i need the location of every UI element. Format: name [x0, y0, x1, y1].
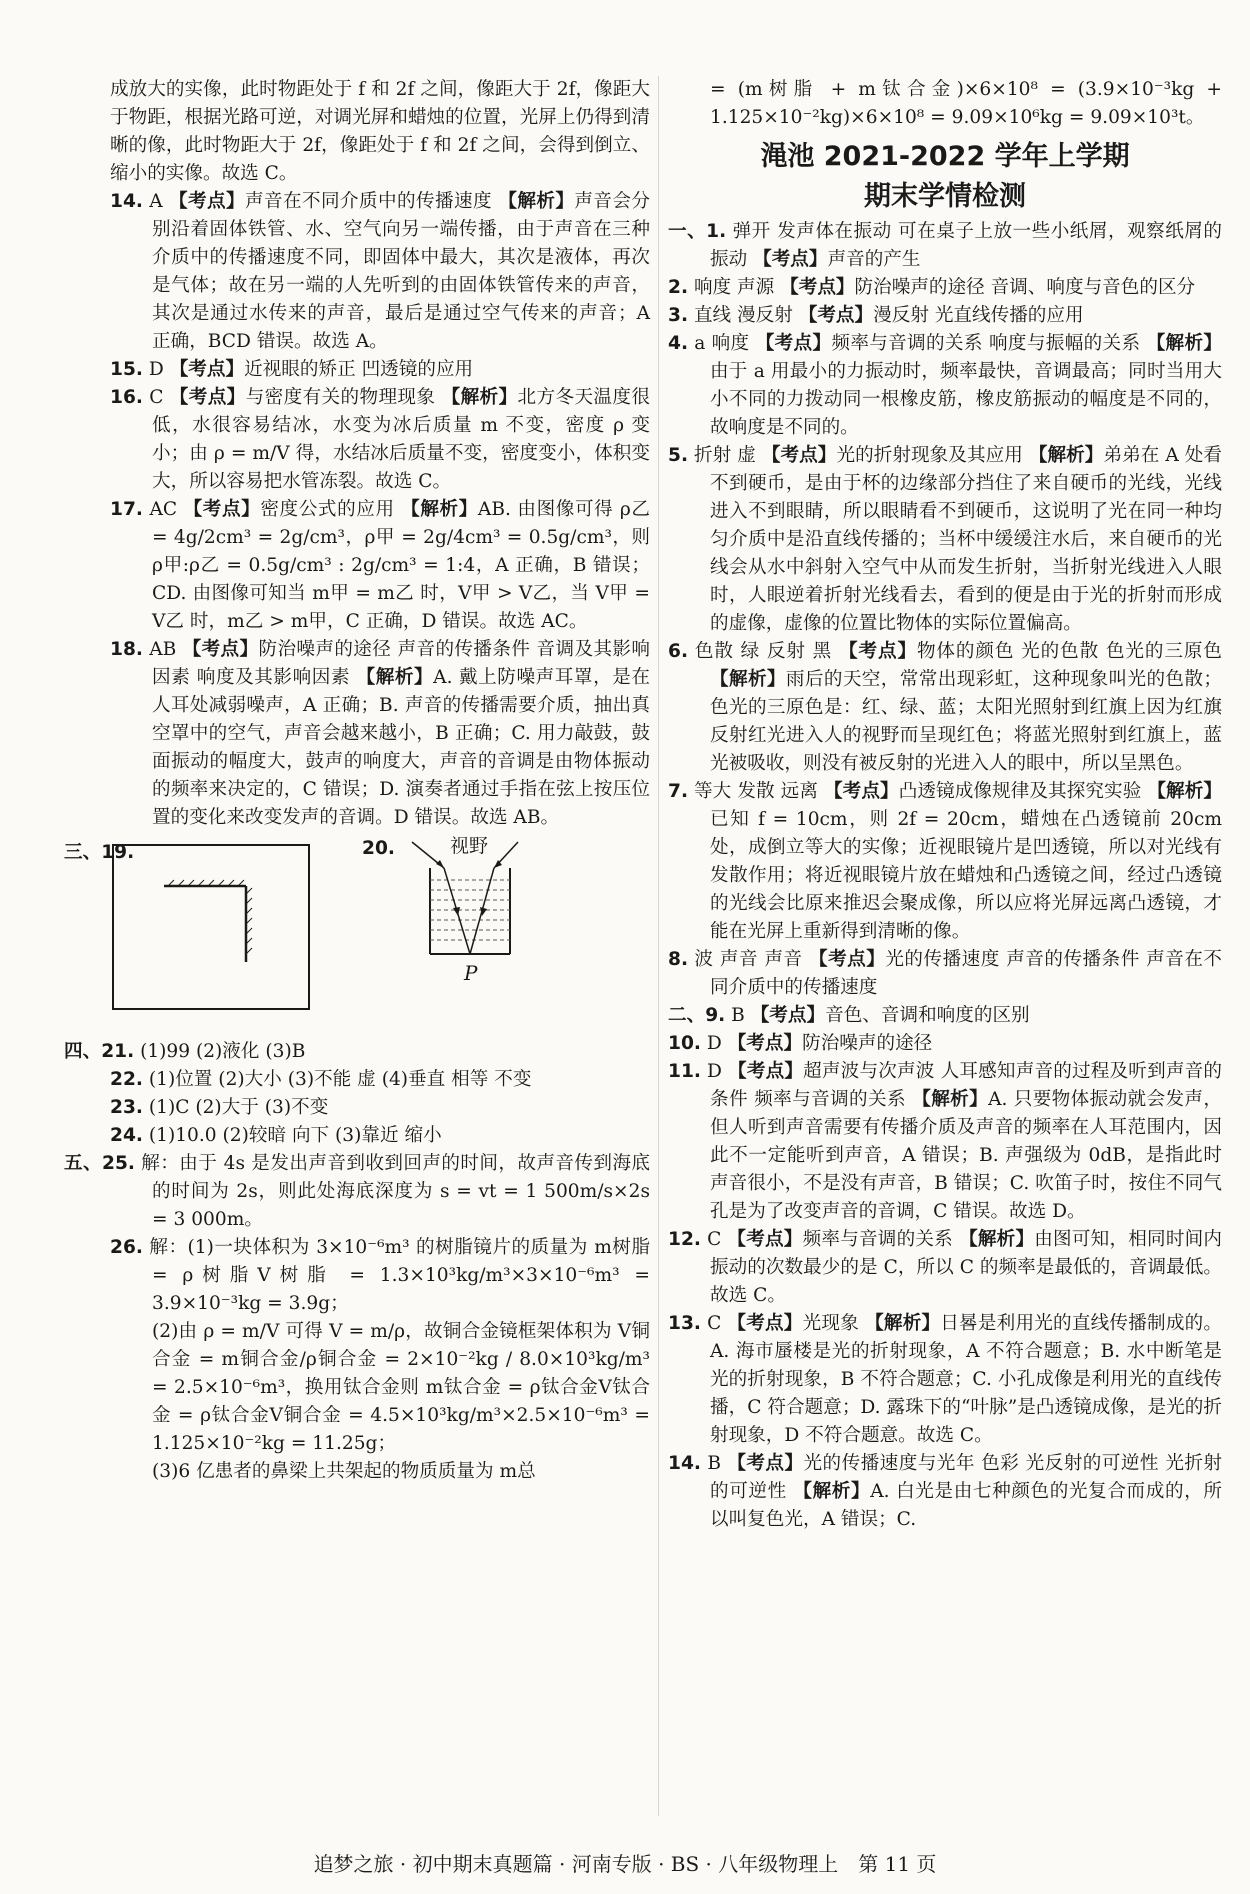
answer-continuation: 成放大的实像，此时物距处于 f 和 2f 之间，像距大于 2f，像距大于物距，根据光路可逆，对调光屏和蜡烛的位置，光屏上仍得到清晰的像，此时物距大于 2f，像距处于 f 和 2f 之间，会得到倒立、缩小的实像。故选 C。 [110, 79, 650, 184]
answer-r5: 5. 折射 虚 【考点】光的折射现象及其应用 【解析】弟弟在 A 处看不到硬币，是由于杯的边缘部分挡住了来自硬币的光线，光线进入不到眼睛，所以眼睛看不到硬币，这说明了光在同一种均匀介质中是沿直线传播的；当杯中缓缓注水后，来自硬币的光线会从水中斜射入空气中从而发生折射，当折射光线进入人眼时，人眼逆着折射光线看去，看到的便是由于光的折射而形成的虚像，虚像的位置比物体的实际位置偏高。 [668, 445, 1222, 634]
well-frog-figure [400, 834, 550, 1010]
answer-r9: 二、9. B 【考点】音色、音调和响度的区别 [668, 1005, 1030, 1026]
answer-19-number: 三、19. [64, 842, 135, 863]
exam-subtitle: 期末学情检测 [864, 181, 1026, 212]
answer-26-continuation: = (m树脂 + m钛合金)×6×10⁸ = (3.9×10⁻³kg + 1.125×10⁻²kg)×6×10⁸ = 9.09×10⁶kg = 9.09×10³t。 [710, 79, 1222, 128]
answer-21: 四、21. (1)99 (2)液化 (3)B [64, 1041, 306, 1062]
answer-18: 18. AB 【考点】防治噪声的途径 声音的传播条件 音调及其影响因素 响度及其影响因素 【解析】A. 戴上防噪声耳罩，是在人耳处减弱噪声，A 正确；B. 声音的传播需要介质，抽出真空罩中的空气，声音会越来越小，B 正确；C. 用力敲鼓，鼓面振动的幅度大，鼓声的响度大，声音的音调是由物体振动的频率来决定的，C 错误；D. 演奏者通过手指在弦上按压位置的变化来改变发声的音调。D 错误。故选 AB。 [110, 639, 650, 828]
answer-26-part2: (2)由 ρ = m/V 可得 V = m/ρ，故铜合金镜框架体积为 V铜合金 = m铜合金/ρ铜合金 = 2×10⁻²kg / 8.0×10³kg/m³ = 2.5×10⁻⁶m³，换用钛合金则 m钛合金 = ρ钛合金V钛合金 = ρ钛合金V铜合金 = 4.5×10³kg/m³×2.5×10⁻⁶m³ = 1.125×10⁻²kg = 11.25g； [152, 1321, 650, 1454]
right-column [668, 76, 1222, 1534]
figure-row [64, 835, 650, 1038]
answer-r12: 12. C 【考点】频率与音调的关系 【解析】由图可知，相同时间内振动的次数最少的是 C，所以 C 的频率是最低的，音调最低。故选 C。 [668, 1229, 1222, 1306]
field-of-view-label: 视野 [450, 835, 489, 857]
column-divider [658, 76, 659, 1816]
answer-r10: 10. D 【考点】防治噪声的途径 [668, 1033, 933, 1054]
answer-25: 五、25. 解：由于 4s 是发出声音到收到回声的时间，故声音传到海底的时间为 2s，则此处海底深度为 s = vt = 1 500m/s×2s = 3 000m。 [64, 1153, 650, 1230]
answer-26-part3: (3)6 亿患者的鼻梁上共架起的物质质量为 m总 [152, 1461, 536, 1482]
answer-r14: 14. B 【考点】光的传播速度与光年 色彩 光反射的可逆性 光折射的可逆性 【解析】A. 白光是由七种颜色的光复合而成的，所以叫复色光，A 错误；C. [668, 1453, 1222, 1530]
answer-17: 17. AC 【考点】密度公式的应用 【解析】AB. 由图像可得 ρ乙 = 4g/2cm³ = 2g/cm³，ρ甲 = 2g/4cm³ = 0.5g/cm³，则 ρ甲:ρ乙 = 0.5g/cm³ : 2g/cm³ = 1:4，A 正确，B 错误；CD. 由图像可知当 m甲 = m乙 时，V甲 > V乙，当 V甲 = V乙 时，m乙 > m甲，C 正确，D 错误。故选 AC。 [110, 499, 650, 632]
left-column [64, 76, 650, 1486]
answer-r2: 2. 响度 声源 【考点】防治噪声的途径 音调、响度与音色的区分 [668, 277, 1196, 298]
answer-r7: 7. 等大 发散 远离 【考点】凸透镜成像规律及其探究实验 【解析】已知 f = 10cm，则 2f = 20cm，蜡烛在凸透镜前 20cm 处，成倒立等大的实像；近视眼镜片是凹透镜，所以对光线有发散作用；将近视眼镜片放在蜡烛和凸透镜之间，经过凸透镜的光线会比原来推迟会聚成像，所以应将光屏远离凸透镜，才能在光屏上重新得到清晰的像。 [668, 781, 1222, 942]
point-p-label: P [464, 961, 478, 985]
answer-r13: 13. C 【考点】光现象 【解析】日晷是利用光的直线传播制成的。A. 海市蜃楼是光的折射现象，A 不符合题意；B. 水中断笔是光的折射现象，B 不符合题意；C. 小孔成像是利用光的直线传播，C 符合题意；D. 露珠下的“叶脉”是凸透镜成像，是光的折射现象，D 不符合题意。故选 C。 [668, 1313, 1222, 1446]
answer-22: 22. (1)位置 (2)大小 (3)不能 虚 (4)垂直 相等 不变 [110, 1069, 532, 1090]
answer-r8: 8. 波 声音 声音 【考点】光的传播速度 声音的传播条件 声音在不同介质中的传播速度 [668, 949, 1222, 998]
answer-16: 16. C 【考点】与密度有关的物理现象 【解析】北方冬天温度很低，水很容易结冰，水变为冰后质量 m 不变，密度 ρ 变小；由 ρ = m/V 得，水结冰后质量不变，密度变小，体积变大，所以容易把水管冻裂。故选 C。 [110, 387, 650, 492]
answer-r1: 一、1. 弹开 发声体在振动 可在桌子上放一些小纸屑，观察纸屑的振动 【考点】声音的产生 [668, 221, 1222, 270]
answer-14: 14. A 【考点】声音在不同介质中的传播速度 【解析】声音会分别沿着固体铁管、水、空气向另一端传播，由于声音在三种介质中的传播速度不同，即固体中最大，其次是液体，再次是气体；故在另一端的人先听到的由固体铁管传来的声音，其次是通过水传来的声音，最后是通过空气传来的声音；A 正确，BCD 错误。故选 A。 [110, 191, 650, 352]
answer-r11: 11. D 【考点】超声波与次声波 人耳感知声音的过程及听到声音的条件 频率与音调的关系 【解析】A. 只要物体振动就会发声，但人听到声音需要有传播介质及声音的频率在人耳范围内，因此不一定能听到声音，A 错误；B. 声强级为 0dB，是指此时声音很小，不是没有声音，B 错误；C. 吹笛子时，按住不同气孔是为了改变声音的音调，C 错误。故选 D。 [668, 1061, 1222, 1222]
answer-20-number: 20. [362, 838, 395, 859]
answer-r4: 4. a 响度 【考点】频率与音调的关系 响度与振幅的关系 【解析】由于 a 用最小的力振动时，频率最快，音调最高；同时当用大小不同的力拨动同一根橡皮筋，橡皮筋振动的幅度是不同的，故响度是不同的。 [668, 333, 1222, 438]
exam-title: 渑池 2021-2022 学年上学期 [760, 141, 1130, 172]
answer-r6: 6. 色散 绿 反射 黑 【考点】物体的颜色 光的色散 色光的三原色 【解析】雨后的天空，常常出现彩虹，这种现象叫光的色散；色光的三原色是：红、绿、蓝；太阳光照射到红旗上因为红旗反射红光进入人的视野而呈现红色；将蓝光照射到红旗上，蓝光被吸收，则没有被反射的光进入人的眼中，所以呈黑色。 [668, 641, 1222, 774]
answer-26: 26. 解：(1)一块体积为 3×10⁻⁶m³ 的树脂镜片的质量为 m树脂 = ρ树脂V树脂 = 1.3×10³kg/m³×3×10⁻⁶m³ = 3.9×10⁻³kg = 3.9g； [110, 1237, 650, 1314]
answer-23: 23. (1)C (2)大于 (3)不变 [110, 1097, 329, 1118]
answer-r3: 3. 直线 漫反射 【考点】漫反射 光直线传播的应用 [668, 305, 1084, 326]
mirror-figure [112, 844, 312, 1012]
page-footer: 追梦之旅 · 初中期末真题篇 · 河南专版 · BS · 八年级物理上 第 11 页 [313, 1852, 937, 1876]
answer-24: 24. (1)10.0 (2)较暗 向下 (3)靠近 缩小 [110, 1125, 442, 1146]
answer-15: 15. D 【考点】近视眼的矫正 凹透镜的应用 [110, 359, 474, 380]
